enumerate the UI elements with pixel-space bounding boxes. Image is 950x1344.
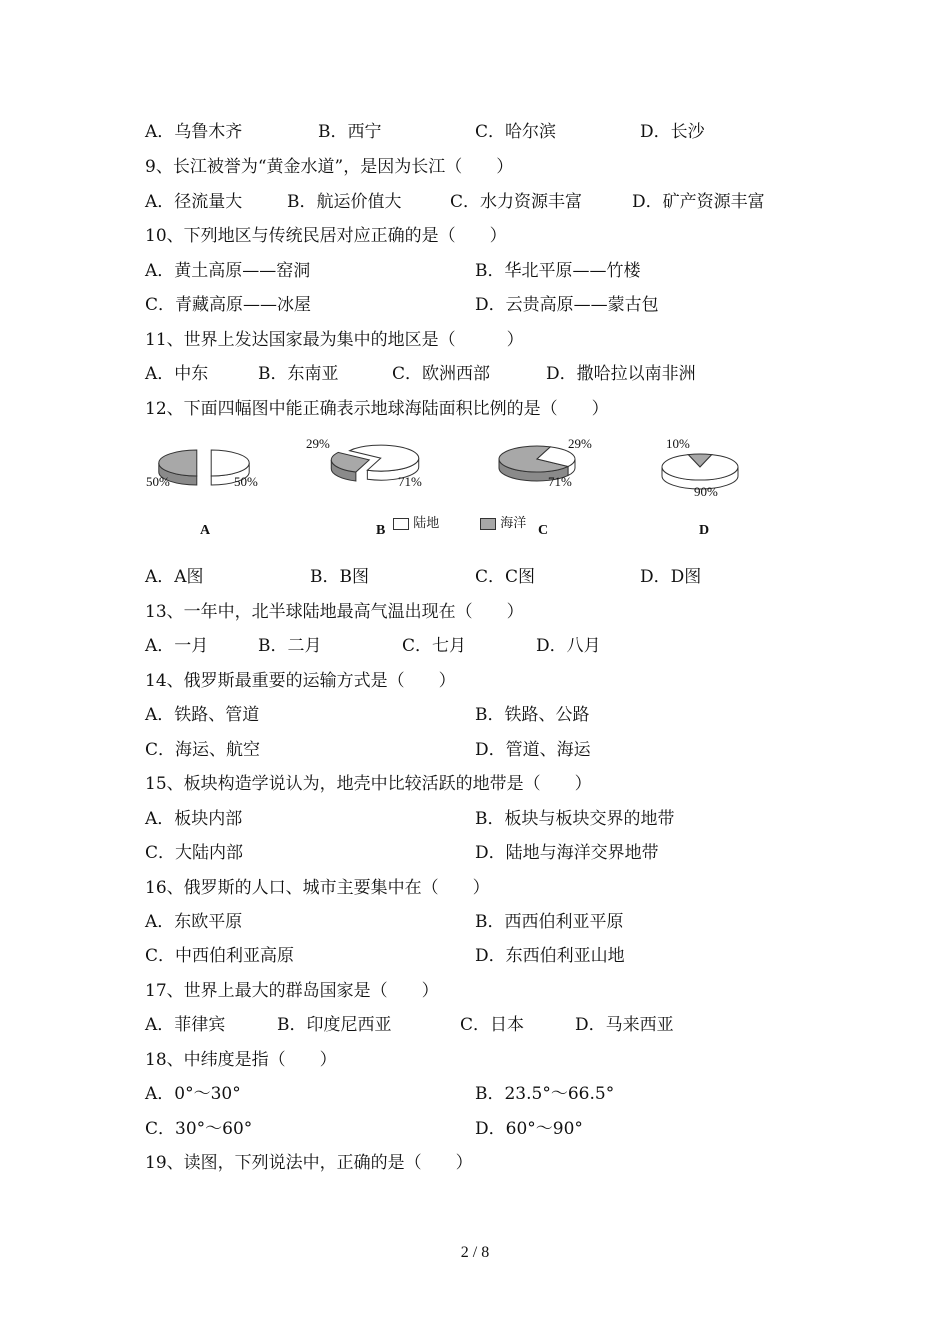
pie-d-letter: D	[699, 523, 710, 538]
q10-stem: 10、下列地区与传统民居对应正确的是（ ）	[145, 226, 507, 246]
q17-option-d: D．马来西亚	[575, 1015, 674, 1035]
q11-option-b: B．东南亚	[258, 364, 339, 384]
pie-c-label-top: 29%	[568, 436, 592, 451]
pie-c-letter: C	[538, 523, 549, 538]
q10-option-a: A．黄土高原——窑洞	[145, 261, 311, 281]
q8-option-d: D．长沙	[640, 122, 705, 142]
q10-option-c: C．青藏高原——冰屋	[145, 295, 312, 315]
q18-option-c: C．30°～60°	[145, 1119, 253, 1139]
q14-option-a: A．铁路、管道	[145, 705, 260, 725]
q8-option-a: A．乌鲁木齐	[145, 122, 243, 142]
q17-option-b: B．印度尼西亚	[277, 1015, 392, 1035]
q13-option-c: C．七月	[402, 636, 467, 656]
q13-stem: 13、一年中，北半球陆地最高气温出现在（ ）	[145, 602, 524, 622]
q18-option-b: B．23.5°～66.5°	[475, 1084, 615, 1104]
q10-option-b: B．华北平原——竹楼	[475, 261, 641, 281]
q15-option-c: C．大陆内部	[145, 843, 244, 863]
pie-d-label-top: 10%	[666, 436, 690, 451]
q15-option-b: B．板块与板块交界的地带	[475, 809, 675, 829]
q13-option-b: B．二月	[258, 636, 322, 656]
q16-option-a: A．东欧平原	[145, 912, 243, 932]
q14-option-d: D．管道、海运	[475, 740, 591, 760]
legend-ocean	[472, 497, 526, 531]
pie-a-letter: A	[200, 523, 211, 538]
pie-c-label-bottom: 71%	[548, 474, 572, 489]
q12-stem: 12、下面四幅图中能正确表示地球海陆面积比例的是（ ）	[145, 399, 609, 419]
q17-option-a: A．菲律宾	[145, 1015, 226, 1035]
legend-land	[385, 497, 439, 531]
q11-option-a: A．中东	[145, 364, 209, 384]
q15-option-d: D．陆地与海洋交界地带	[475, 843, 659, 863]
pie-a-label-left: 50%	[146, 474, 170, 489]
pie-a-label-right: 50%	[234, 474, 258, 489]
q18-stem: 18、中纬度是指（ ）	[145, 1050, 337, 1070]
pie-b-label-top: 29%	[306, 436, 330, 451]
q13-option-a: A．一月	[145, 636, 209, 656]
q11-stem: 11、世界上发达国家最为集中的地区是（ ）	[145, 330, 524, 350]
q16-stem: 16、俄罗斯的人口、城市主要集中在（ ）	[145, 878, 490, 898]
q8-option-c: C．哈尔滨	[475, 122, 557, 142]
pie-b-label-bottom: 71%	[398, 474, 422, 489]
q17-stem: 17、世界上最大的群岛国家是（ ）	[145, 981, 439, 1001]
q9-option-b: B．航运价值大	[287, 192, 402, 212]
q11-option-c: C．欧洲西部	[392, 364, 491, 384]
q19-stem: 19、读图，下列说法中，正确的是（ ）	[145, 1153, 473, 1173]
q14-stem: 14、俄罗斯最重要的运输方式是（ ）	[145, 671, 456, 691]
q17-option-c: C．日本	[460, 1015, 525, 1035]
q14-option-b: B．铁路、公路	[475, 705, 590, 725]
q9-option-a: A．径流量大	[145, 192, 243, 212]
q14-option-c: C．海运、航空	[145, 740, 261, 760]
q16-option-b: B．西西伯利亚平原	[475, 912, 624, 932]
q9-option-d: D．矿产资源丰富	[632, 192, 765, 212]
q13-option-d: D．八月	[536, 636, 601, 656]
q12-option-c: C．C图	[475, 567, 536, 587]
legend-ocean-label: 海洋	[500, 516, 527, 531]
q15-option-a: A．板块内部	[145, 809, 243, 829]
pie-b-letter: B	[376, 523, 386, 538]
q9-stem: 9、长江被誉为“黄金水道”，是因为长江（ ）	[145, 157, 514, 177]
q10-option-d: D．云贵高原——蒙古包	[475, 295, 659, 315]
q18-option-d: D．60°～90°	[475, 1119, 583, 1139]
q12-option-a: A．A图	[145, 567, 204, 587]
page-number: 2 / 8	[460, 1244, 490, 1261]
q11-option-d: D．撒哈拉以南非洲	[546, 364, 696, 384]
legend-land-label: 陆地	[413, 516, 440, 531]
legend-ocean-swatch	[480, 518, 496, 530]
legend-land-swatch	[393, 518, 409, 530]
q18-option-a: A．0°～30°	[145, 1084, 241, 1104]
q16-option-c: C．中西伯利亚高原	[145, 946, 295, 966]
q12-option-d: D．D图	[640, 567, 702, 587]
q15-stem: 15、板块构造学说认为，地壳中比较活跃的地带是（ ）	[145, 774, 592, 794]
q16-option-d: D．东西伯利亚山地	[475, 946, 625, 966]
q9-option-c: C．水力资源丰富	[450, 192, 583, 212]
q12-option-b: B．B图	[310, 567, 369, 587]
pie-d-label-bottom: 90%	[694, 484, 718, 499]
q8-option-b: B．西宁	[318, 122, 382, 142]
